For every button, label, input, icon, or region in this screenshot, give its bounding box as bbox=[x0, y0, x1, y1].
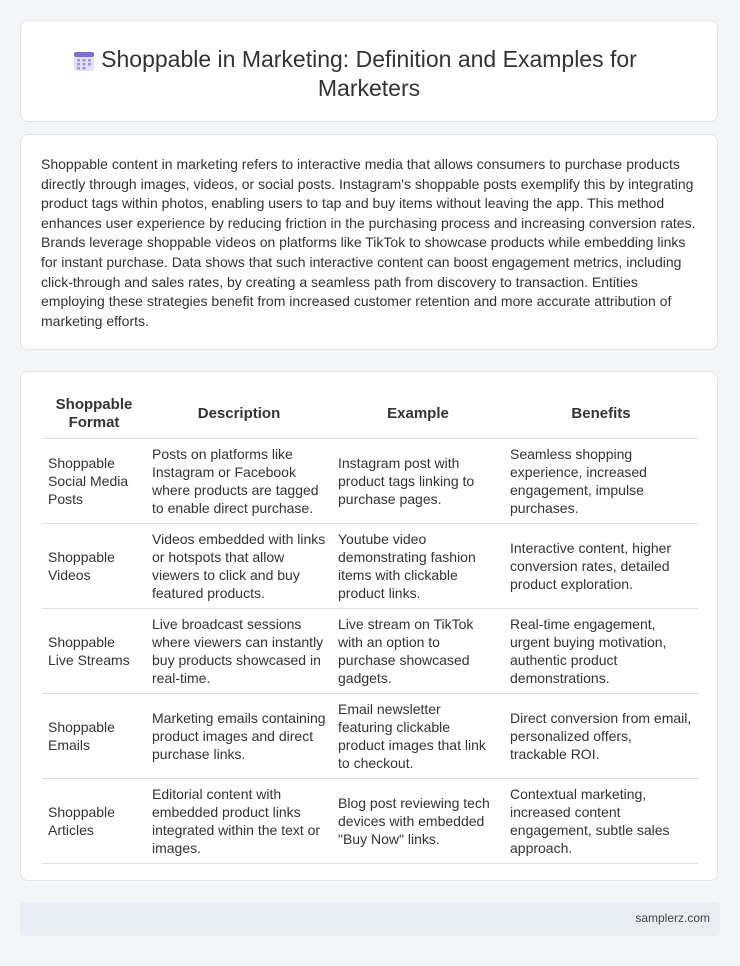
cell-format: Shoppable Videos bbox=[42, 524, 146, 609]
cell-example: Instagram post with product tags linking to purchase pages. bbox=[332, 439, 504, 524]
cell-format: Shoppable Emails bbox=[42, 694, 146, 779]
cell-example: Email newsletter featuring clickable product images that link to checkout. bbox=[332, 694, 504, 779]
header-example: Example bbox=[332, 390, 504, 439]
cell-benefits: Seamless shopping experience, increased engagement, impulse purchases. bbox=[504, 439, 698, 524]
table-row bbox=[42, 524, 698, 609]
intro-paragraph: Shoppable content in marketing refers to interactive media that allows consumers to purchase products directly through images, videos, or social posts. Instagram's shoppable posts exemplify this by integrating product tags within photos, enabling users to tap and buy items without leaving the app. This method enhances user experience by reducing friction in the purchasing process and increasing conversion rates. Brands leverage shoppable videos on platforms like TikTok to showcase products while embedding links for instant purchase. Data shows that such interactive content can boost engagement metrics, including click-through and sales rates, by creating a seamless path from discovery to transaction. Entities employing these strategies benefit from increased customer retention and more accurate attribution of marketing efforts. bbox=[41, 156, 696, 329]
cell-format: Shoppable Social Media Posts bbox=[42, 439, 146, 524]
cell-benefits: Contextual marketing, increased content engagement, subtle sales approach. bbox=[504, 779, 698, 864]
footer-bar bbox=[20, 902, 720, 936]
cell-benefits: Real-time engagement, urgent buying motivation, authentic product demonstrations. bbox=[504, 609, 698, 694]
table-row bbox=[42, 779, 698, 864]
table-row bbox=[42, 694, 698, 779]
header-format: Shoppable Format bbox=[42, 390, 146, 439]
cell-description: Live broadcast sessions where viewers can instantly buy products showcased in real-time. bbox=[146, 609, 332, 694]
table-row bbox=[42, 609, 698, 694]
header-description: Description bbox=[146, 390, 332, 439]
table-card bbox=[20, 371, 718, 881]
cell-benefits: Direct conversion from email, personalized offers, trackable ROI. bbox=[504, 694, 698, 779]
intro-card bbox=[20, 134, 718, 350]
cell-format: Shoppable Live Streams bbox=[42, 609, 146, 694]
table-header-row bbox=[42, 390, 698, 439]
footer-source-link[interactable]: samplerz.com bbox=[635, 911, 710, 925]
cell-format: Shoppable Articles bbox=[42, 779, 146, 864]
title-card bbox=[20, 20, 718, 122]
cell-description: Videos embedded with links or hotspots that allow viewers to click and buy featured products. bbox=[146, 524, 332, 609]
cell-example: Blog post reviewing tech devices with embedded "Buy Now" links. bbox=[332, 779, 504, 864]
cell-description: Posts on platforms like Instagram or Facebook where products are tagged to enable direct purchase. bbox=[146, 439, 332, 524]
header-benefits: Benefits bbox=[504, 390, 698, 439]
table-row bbox=[42, 439, 698, 524]
page-title: Shoppable in Marketing: Definition and Examples for Marketers bbox=[101, 46, 637, 101]
cell-example: Live stream on TikTok with an option to purchase showcased gadgets. bbox=[332, 609, 504, 694]
cell-description: Marketing emails containing product images and direct purchase links. bbox=[146, 694, 332, 779]
cell-benefits: Interactive content, higher conversion rates, detailed product exploration. bbox=[504, 524, 698, 609]
formats-table bbox=[42, 390, 698, 864]
cell-description: Editorial content with embedded product links integrated within the text or images. bbox=[146, 779, 332, 864]
cell-example: Youtube video demonstrating fashion items with clickable product links. bbox=[332, 524, 504, 609]
